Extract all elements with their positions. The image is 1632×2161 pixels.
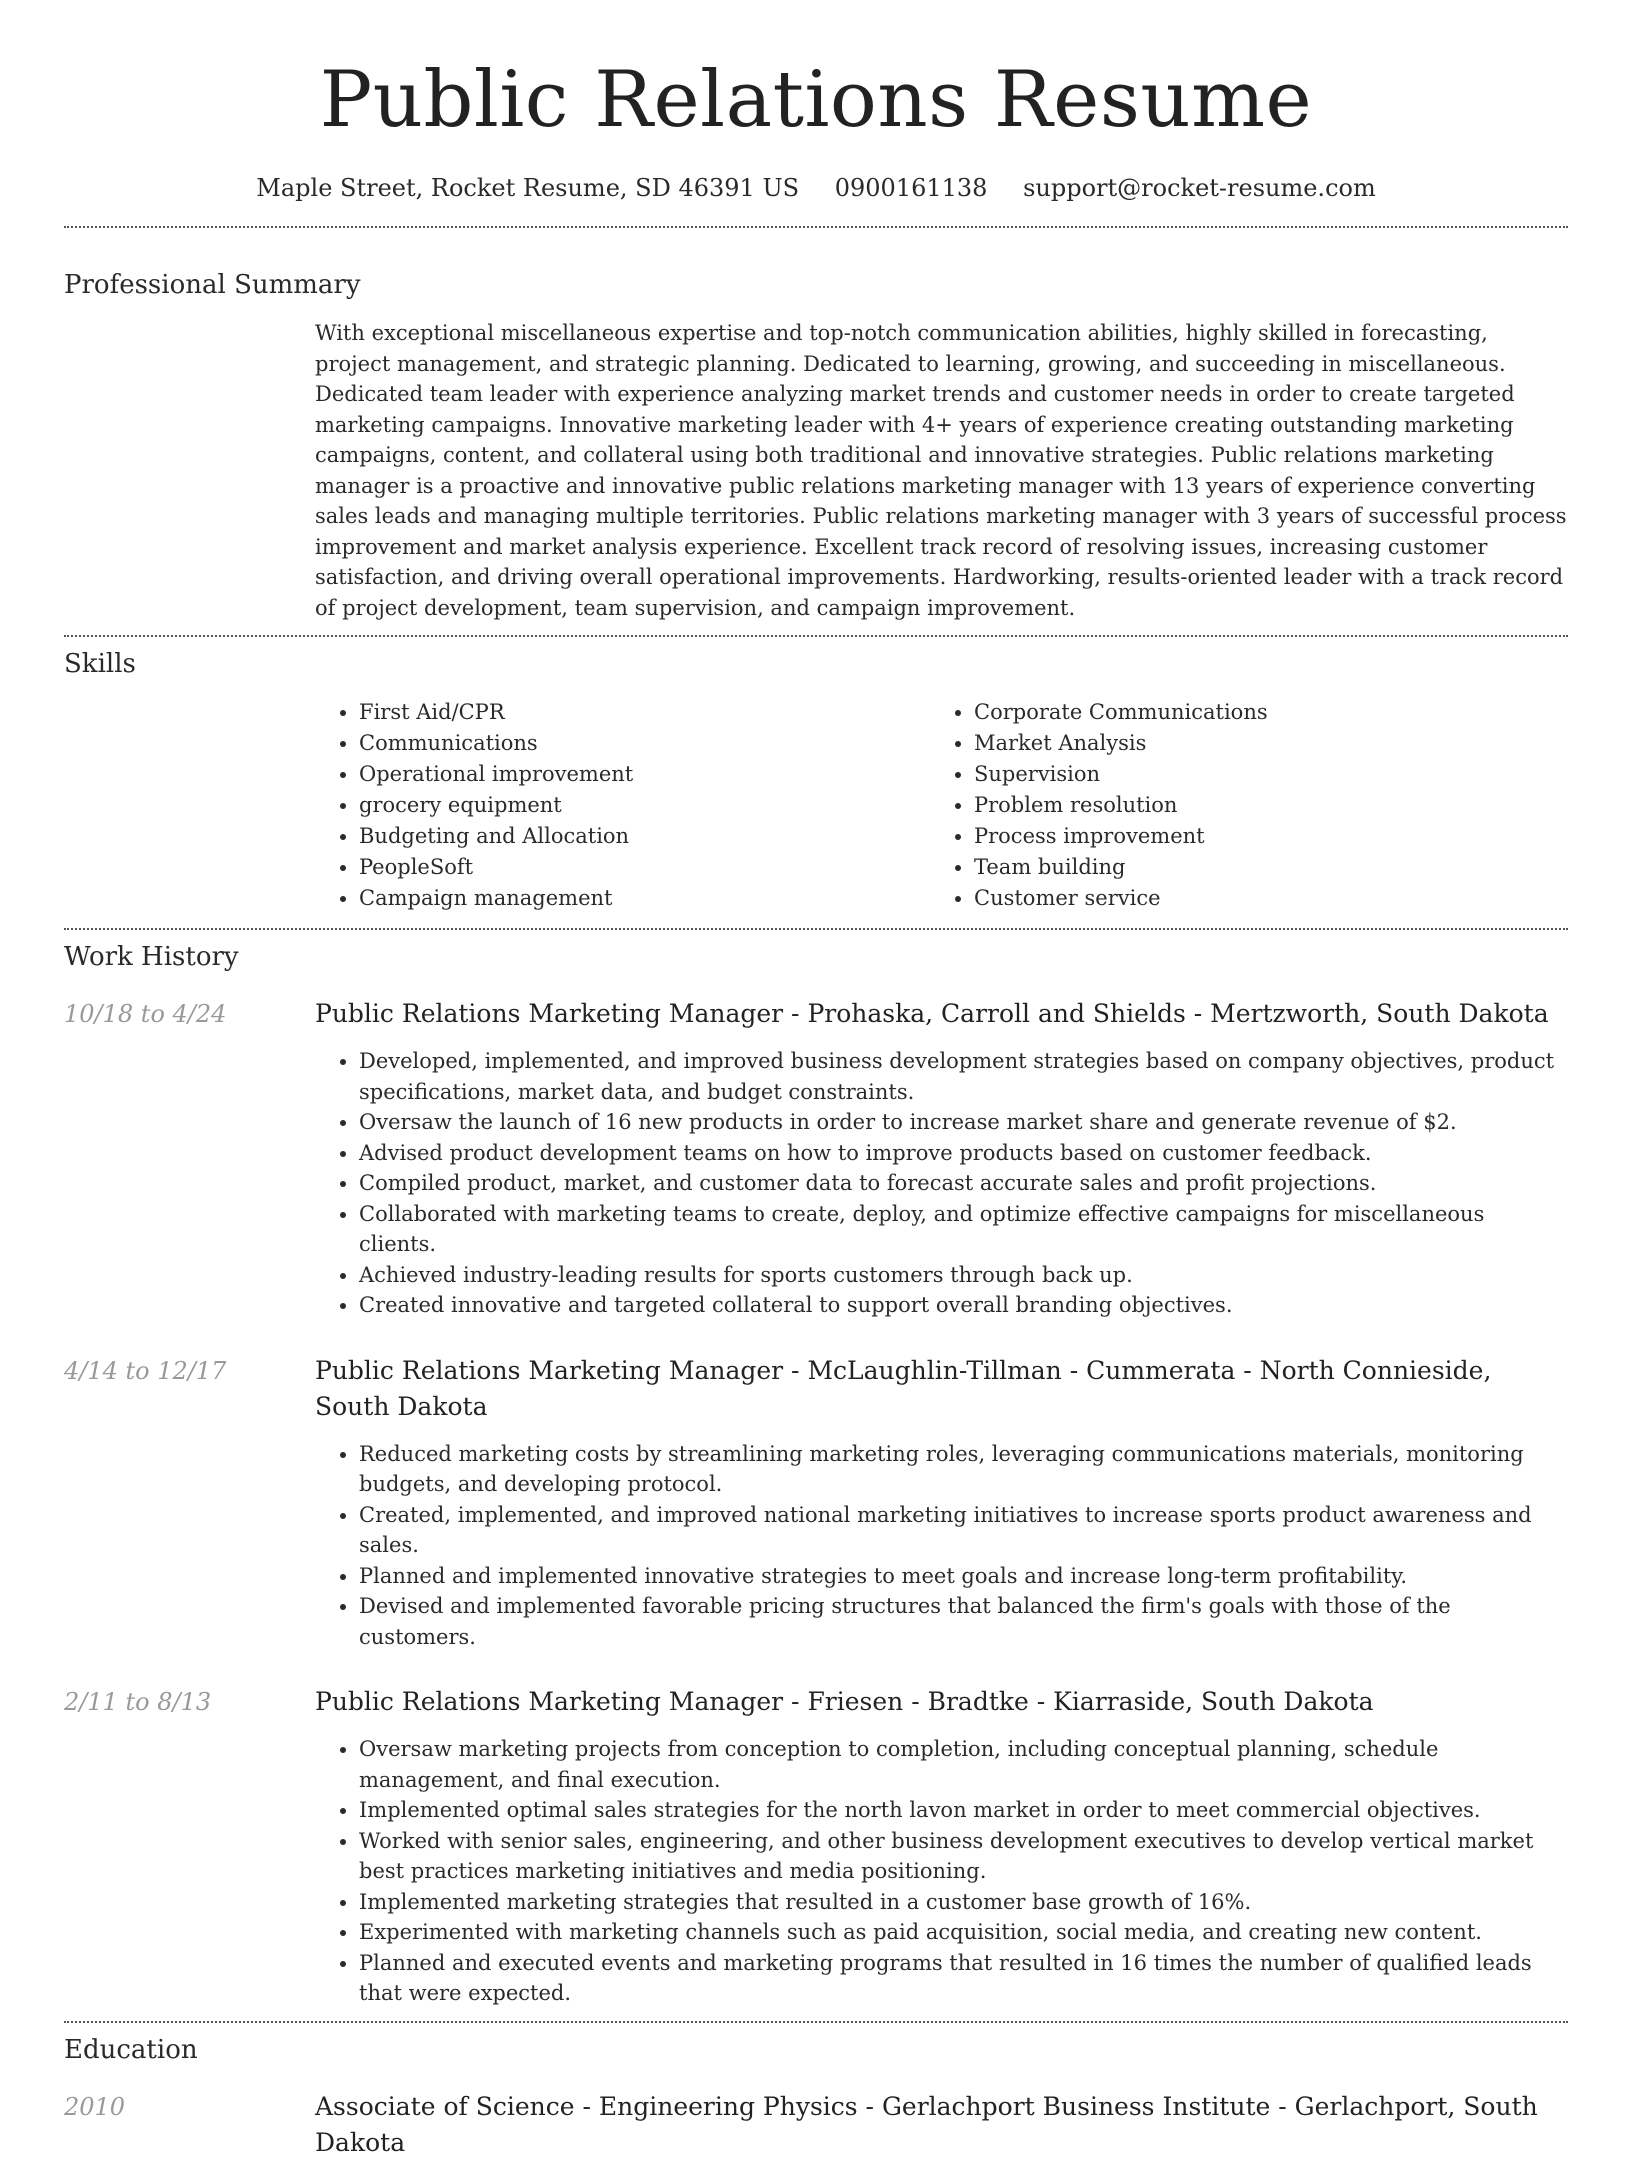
job-bullets [315, 1439, 1568, 1653]
job-date: 2/11 to 8/13 [64, 1688, 212, 1716]
job-title: Public Relations Marketing Manager - McLaughlin-Tillman - Cummerata - North Connieside, South Dakota [315, 1355, 1492, 1421]
section-title-summary: Professional Summary [64, 270, 361, 300]
skill-item: • Supervision [974, 759, 1545, 790]
job-date: 4/14 to 12/17 [64, 1356, 227, 1385]
education-date: 2010 [64, 2092, 126, 2121]
skill-item: • grocery equipment [359, 790, 930, 821]
list-item: • Created innovative and targeted collateral to support overall branding objectives. [359, 1290, 1568, 1321]
skill-item: • Process improvement [974, 821, 1545, 852]
list-item: • Compiled product, market, and customer data to forecast accurate sales and profit projections. [359, 1168, 1568, 1199]
list-item: • Experimented with marketing channels such as paid acquisition, social media, and creating new content. [359, 1917, 1568, 1948]
list-item: • Achieved industry-leading results for sports customers through back up. [359, 1260, 1568, 1291]
skill-item: • Corporate Communications [974, 697, 1545, 728]
education-entry [64, 2089, 1568, 2161]
list-item: • Implemented optimal sales strategies for the north lavon market in order to meet commercial objectives. [359, 1795, 1568, 1826]
resume-title: Public Relations Resume [319, 55, 1313, 145]
skill-item: • Communications [359, 728, 930, 759]
skill-item: • Team building [974, 852, 1545, 883]
job-date: 10/18 to 4/24 [64, 1000, 227, 1028]
section-title-education: Education [64, 2034, 198, 2065]
job-title: Public Relations Marketing Manager - Friesen - Bradtke - Kiarraside, South Dakota [315, 1687, 1374, 1716]
list-item: • Planned and implemented innovative strategies to meet goals and increase long-term profitability. [359, 1561, 1568, 1592]
list-item: • Reduced marketing costs by streamlining marketing roles, leveraging communications materials, monitoring budgets, and developing protocol. [359, 1439, 1568, 1500]
skill-item: • First Aid/CPR [359, 697, 930, 728]
divider [64, 635, 1568, 637]
list-item: • Collaborated with marketing teams to create, deploy, and optimize effective campaigns for miscellaneous clients. [359, 1199, 1568, 1260]
skill-item: • Customer service [974, 883, 1545, 914]
skill-item: • PeopleSoft [359, 852, 930, 883]
list-item: • Created, implemented, and improved national marketing initiatives to increase sports product awareness and sales. [359, 1500, 1568, 1561]
job-entry [64, 996, 1568, 1321]
summary-text: With exceptional miscellaneous expertise and top-notch communication abilities, highly skilled in forecasting, project management, and strategic planning. Dedicated to learning, growing, and succeeding in miscellaneous. Dedicated team leader with experience analyzing market trends and customer needs in order to create targeted marketing campaigns. Innovative marketing leader with 4+ years of experience creating outstanding marketing campaigns, content, and collateral using both traditional and innovative strategies. Public relations marketing manager is a proactive and innovative public relations marketing manager with 13 years of experience converting sales leads and managing multiple territories. Public relations marketing manager with 3 years of successful process improvement and market analysis experience. Excellent track record of resolving issues, increasing customer satisfaction, and driving overall operational improvements. Hardworking, results-oriented leader with a track record of project development, team supervision, and campaign improvement. [315, 321, 1567, 620]
skills-column-right [930, 697, 1545, 914]
job-title: Public Relations Marketing Manager - Prohaska, Carroll and Shields - Mertzworth, South Dakota [315, 999, 1549, 1028]
skill-item: • Campaign management [359, 883, 930, 914]
skills-column-left [315, 697, 930, 914]
skill-item: • Budgeting and Allocation [359, 821, 930, 852]
job-entry [64, 1684, 1568, 2009]
divider [64, 2021, 1568, 2023]
section-title-skills: Skills [64, 649, 136, 679]
divider [64, 226, 1568, 228]
contact-line [64, 172, 1568, 204]
skill-item: • Market Analysis [974, 728, 1545, 759]
skill-item: • Operational improvement [359, 759, 930, 790]
list-item: • Oversaw the launch of 16 new products in order to increase market share and generate revenue of $2. [359, 1107, 1568, 1138]
contact-phone: 0900161138 [834, 174, 988, 202]
job-entry [64, 1353, 1568, 1653]
list-item: • Developed, implemented, and improved business development strategies based on company objectives, product specifications, market data, and budget constraints. [359, 1046, 1568, 1107]
divider [64, 928, 1568, 930]
education-title: Associate of Science - Engineering Physics - Gerlachport Business Institute - Gerlachport, South Dakota [315, 2091, 1538, 2157]
job-bullets [315, 1046, 1568, 1321]
contact-address: Maple Street, Rocket Resume, SD 46391 US [256, 174, 800, 202]
list-item: • Devised and implemented favorable pricing structures that balanced the firm's goals with those of the customers. [359, 1591, 1568, 1652]
contact-email: support@rocket-resume.com [1023, 174, 1376, 202]
resume-page [64, 0, 1568, 2161]
section-title-work: Work History [64, 942, 239, 972]
list-item: • Worked with senior sales, engineering, and other business development executives to develop vertical market best practices marketing initiatives and media positioning. [359, 1826, 1568, 1887]
list-item: • Advised product development teams on how to improve products based on customer feedback. [359, 1138, 1568, 1169]
job-bullets [315, 1734, 1568, 2009]
summary-section [315, 318, 1568, 623]
skill-item: • Problem resolution [974, 790, 1545, 821]
list-item: • Oversaw marketing projects from conception to completion, including conceptual planning, schedule management, and final execution. [359, 1734, 1568, 1795]
list-item: • Planned and executed events and marketing programs that resulted in 16 times the number of qualified leads that were expected. [359, 1948, 1568, 2009]
skills-list [315, 697, 1568, 914]
list-item: • Implemented marketing strategies that resulted in a customer base growth of 16%. [359, 1887, 1568, 1918]
